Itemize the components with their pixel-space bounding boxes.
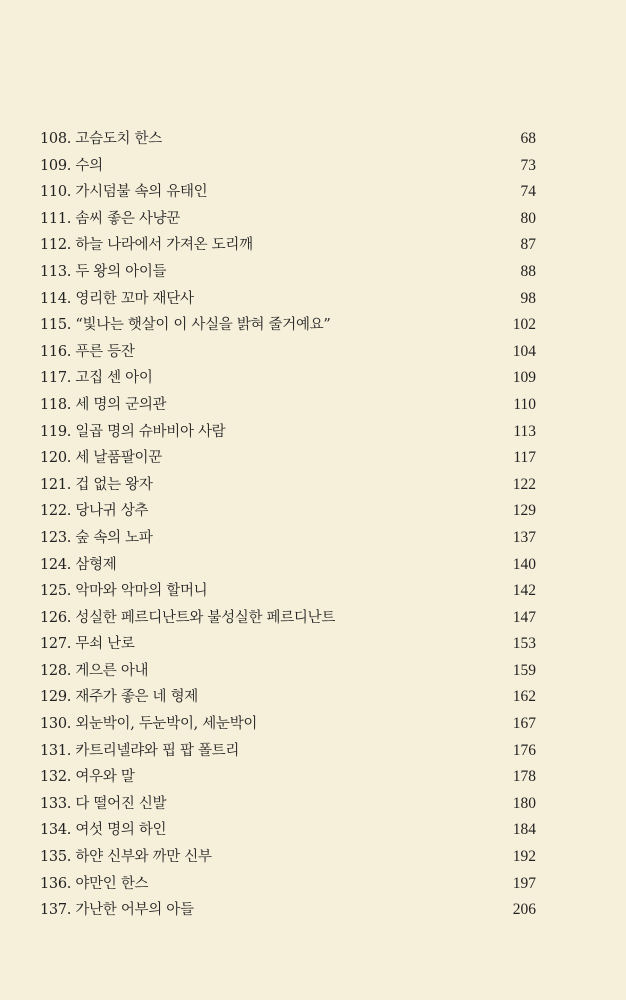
toc-entry: [40, 684, 536, 711]
toc-entry: [40, 339, 536, 366]
toc-entry-page-number: 129: [512, 502, 536, 520]
toc-entry: [40, 179, 536, 206]
toc-entry-page-number: 117: [513, 449, 536, 467]
toc-entry-title: 112. 하늘 나라에서 가져온 도리깨: [40, 237, 253, 254]
toc-entry-title: 135. 하얀 신부와 까만 신부: [40, 849, 212, 866]
toc-entry-title: 115. “빛나는 햇살이 이 사실을 밝혀 줄거예요”: [40, 317, 331, 334]
toc-entry-title: 114. 영리한 꼬마 재단사: [40, 290, 194, 307]
toc-entry: [40, 658, 536, 685]
toc-entry-page-number: 180: [512, 794, 536, 812]
toc-entry-page-number: 162: [512, 688, 536, 706]
toc-entry-page-number: 140: [512, 555, 536, 573]
toc-entry-page-number: 110: [513, 395, 536, 413]
toc-entry: [40, 232, 536, 259]
toc-entry-page-number: 137: [512, 528, 536, 546]
toc-entry-title: 123. 숲 속의 노파: [40, 529, 153, 546]
toc-entry: [40, 525, 536, 552]
toc-entry-title: 116. 푸른 등잔: [40, 343, 135, 360]
toc-entry-page-number: 178: [512, 768, 536, 786]
toc-entry: [40, 605, 536, 632]
toc-entry-title: 117. 고집 센 아이: [40, 370, 153, 387]
toc-entry-page-number: 142: [512, 582, 536, 600]
toc-entry-title: 126. 성실한 페르디난트와 불성실한 페르디난트: [40, 609, 336, 626]
toc-entry-page-number: 73: [520, 156, 536, 174]
toc-entry-page-number: 176: [512, 741, 536, 759]
toc-entry-page-number: 74: [520, 183, 536, 201]
toc-entry-page-number: 147: [512, 608, 536, 626]
toc-entry: [40, 791, 536, 818]
toc-entry: [40, 419, 536, 446]
toc-entry-page-number: 102: [512, 316, 536, 334]
toc-entry-page-number: 80: [520, 209, 536, 227]
toc-entry: [40, 764, 536, 791]
toc-entry-title: 118. 세 명의 군의관: [40, 396, 167, 413]
toc-entry: [40, 312, 536, 339]
toc-entry: [40, 365, 536, 392]
toc-entry-title: 130. 외눈박이, 두눈박이, 세눈박이: [40, 716, 258, 733]
toc-entry: [40, 817, 536, 844]
toc-entry-page-number: 197: [512, 874, 536, 892]
toc-entry: [40, 392, 536, 419]
toc-entry-title: 129. 재주가 좋은 네 형제: [40, 689, 198, 706]
toc-entry: [40, 578, 536, 605]
toc-entry: [40, 126, 536, 153]
toc-entry-page-number: 153: [512, 635, 536, 653]
toc-entry-page-number: 206: [512, 901, 536, 919]
toc-entry-title: 134. 여섯 명의 하인: [40, 822, 167, 839]
toc-entry-title: 132. 여우와 말: [40, 769, 135, 786]
toc-entry: [40, 153, 536, 180]
toc-entry-title: 124. 삼형제: [40, 556, 117, 573]
toc-entry-title: 137. 가난한 어부의 아들: [40, 902, 194, 919]
toc-entry-title: 136. 야만인 한스: [40, 875, 149, 892]
toc-entry: [40, 206, 536, 233]
toc-entry-title: 120. 세 날품팔이꾼: [40, 450, 162, 467]
toc-entry-title: 113. 두 왕의 아이들: [40, 263, 167, 280]
toc-entry: [40, 552, 536, 579]
toc-entry-page-number: 104: [512, 342, 536, 360]
toc-entry-title: 125. 악마와 악마의 할머니: [40, 583, 208, 600]
toc-entry-title: 122. 당나귀 상추: [40, 503, 149, 520]
toc-entry-title: 131. 카트리넬랴와 핍 팝 폴트리: [40, 742, 240, 759]
toc-entry: [40, 844, 536, 871]
toc-entry-page-number: 113: [513, 422, 536, 440]
toc-entry: [40, 259, 536, 286]
toc-entry-title: 110. 가시덤불 속의 유태인: [40, 184, 208, 201]
toc-entry: [40, 498, 536, 525]
toc-entry-page-number: 122: [512, 475, 536, 493]
toc-entry-page-number: 167: [512, 715, 536, 733]
toc-entry-page-number: 184: [512, 821, 536, 839]
toc-entry-page-number: 87: [520, 236, 536, 254]
toc-entry-page-number: 88: [520, 262, 536, 280]
toc-entry-page-number: 159: [512, 661, 536, 679]
toc-entry: [40, 897, 536, 924]
toc-entry-page-number: 68: [520, 130, 536, 147]
toc-entry-title: 109. 수의: [40, 157, 103, 174]
toc-entry-title: 121. 겁 없는 왕자: [40, 476, 153, 493]
toc-entry: [40, 631, 536, 658]
table-of-contents: [40, 126, 536, 924]
toc-entry-title: 111. 솜씨 좋은 사냥꾼: [40, 210, 180, 227]
toc-entry-title: 119. 일곱 명의 슈바비아 사람: [40, 423, 226, 440]
toc-entry-title: 127. 무쇠 난로: [40, 636, 135, 653]
toc-entry-page-number: 192: [512, 848, 536, 866]
toc-entry: [40, 871, 536, 898]
toc-entry-page-number: 98: [520, 289, 536, 307]
toc-entry: [40, 286, 536, 313]
toc-entry: [40, 445, 536, 472]
toc-entry: [40, 472, 536, 499]
toc-entry: [40, 738, 536, 765]
toc-entry-title: 133. 다 떨어진 신발: [40, 795, 167, 812]
toc-entry: [40, 711, 536, 738]
toc-entry-title: 128. 게으른 아내: [40, 662, 149, 679]
toc-entry-page-number: 109: [512, 369, 536, 387]
toc-entry-title: 108. 고슴도치 한스: [40, 131, 162, 147]
